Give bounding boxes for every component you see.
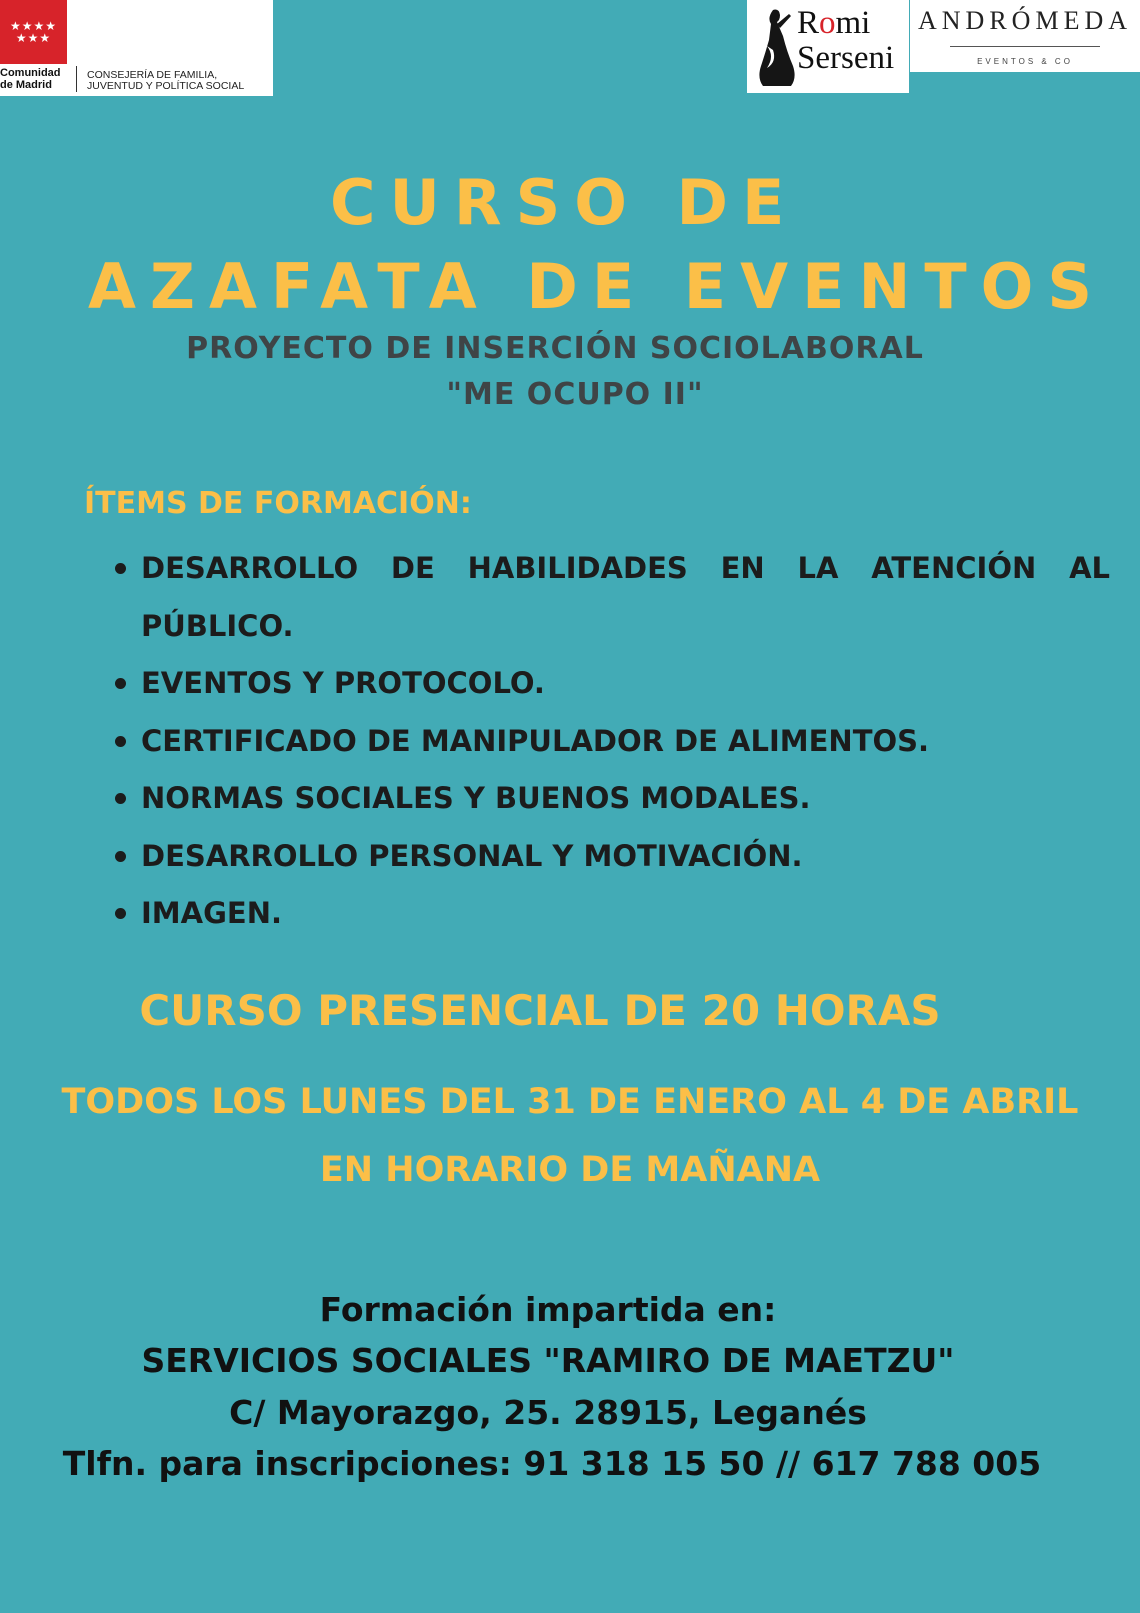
list-item: CERTIFICADO DE MANIPULADOR DE ALIMENTOS. [110, 713, 1110, 771]
list-item: DESARROLLO DE HABILIDADES EN LA ATENCIÓN AL PÚBLICO. [110, 540, 1110, 655]
list-item: EVENTOS Y PROTOCOLO. [110, 655, 1110, 713]
andromeda-logo [910, 0, 1140, 72]
romi-serseni-wordmark: Romi Serseni [797, 5, 895, 76]
course-timeslot: EN HORARIO DE MAÑANA [319, 1150, 821, 1190]
project-subtitle: PROYECTO DE INSERCIÓN SOCIOLABORAL [186, 331, 924, 366]
location-center: SERVICIOS SOCIALES "RAMIRO DE MAETZU" [141, 1341, 955, 1380]
list-item: NORMAS SOCIALES Y BUENOS MODALES. [110, 770, 1110, 828]
comunidad-name: Comunidad de Madrid [0, 67, 61, 91]
training-items-list [110, 540, 1110, 943]
andromeda-title: ANDRÓMEDA [918, 6, 1132, 35]
course-title-line1: CURSO DE [330, 166, 799, 239]
andromeda-subtitle: EVENTOS & CO [977, 57, 1073, 66]
course-hours: CURSO PRESENCIAL DE 20 HORAS [139, 986, 941, 1035]
list-item: IMAGEN. [110, 885, 1110, 943]
training-items-heading: ÍTEMS DE FORMACIÓN: [84, 486, 472, 521]
logo-divider [76, 66, 77, 92]
course-title-line2: AZAFATA DE EVENTOS [88, 250, 1107, 323]
course-dates: TODOS LOS LUNES DEL 31 DE ENERO AL 4 DE ABRIL [61, 1082, 1079, 1122]
andromeda-rule [950, 46, 1100, 47]
location-address: C/ Mayorazgo, 25. 28915, Leganés [229, 1393, 867, 1432]
list-item: DESARROLLO PERSONAL Y MOTIVACIÓN. [110, 828, 1110, 886]
dancer-figure-icon [753, 6, 799, 88]
comunidad-madrid-logo [0, 0, 273, 96]
registration-phone: Tlfn. para inscripciones: 91 318 15 50 // 617 788 005 [62, 1444, 1042, 1483]
course-schedule [0, 1068, 1140, 1204]
project-name: "ME OCUPO II" [446, 377, 704, 412]
location-label: Formación impartida en: [319, 1290, 777, 1329]
department-name: CONSEJERÍA DE FAMILIA, JUVENTUD Y POLÍTICA SOCIAL [87, 69, 245, 92]
madrid-flag-icon: ★★★★ ★★★ [0, 0, 67, 64]
romi-serseni-logo [747, 0, 909, 93]
